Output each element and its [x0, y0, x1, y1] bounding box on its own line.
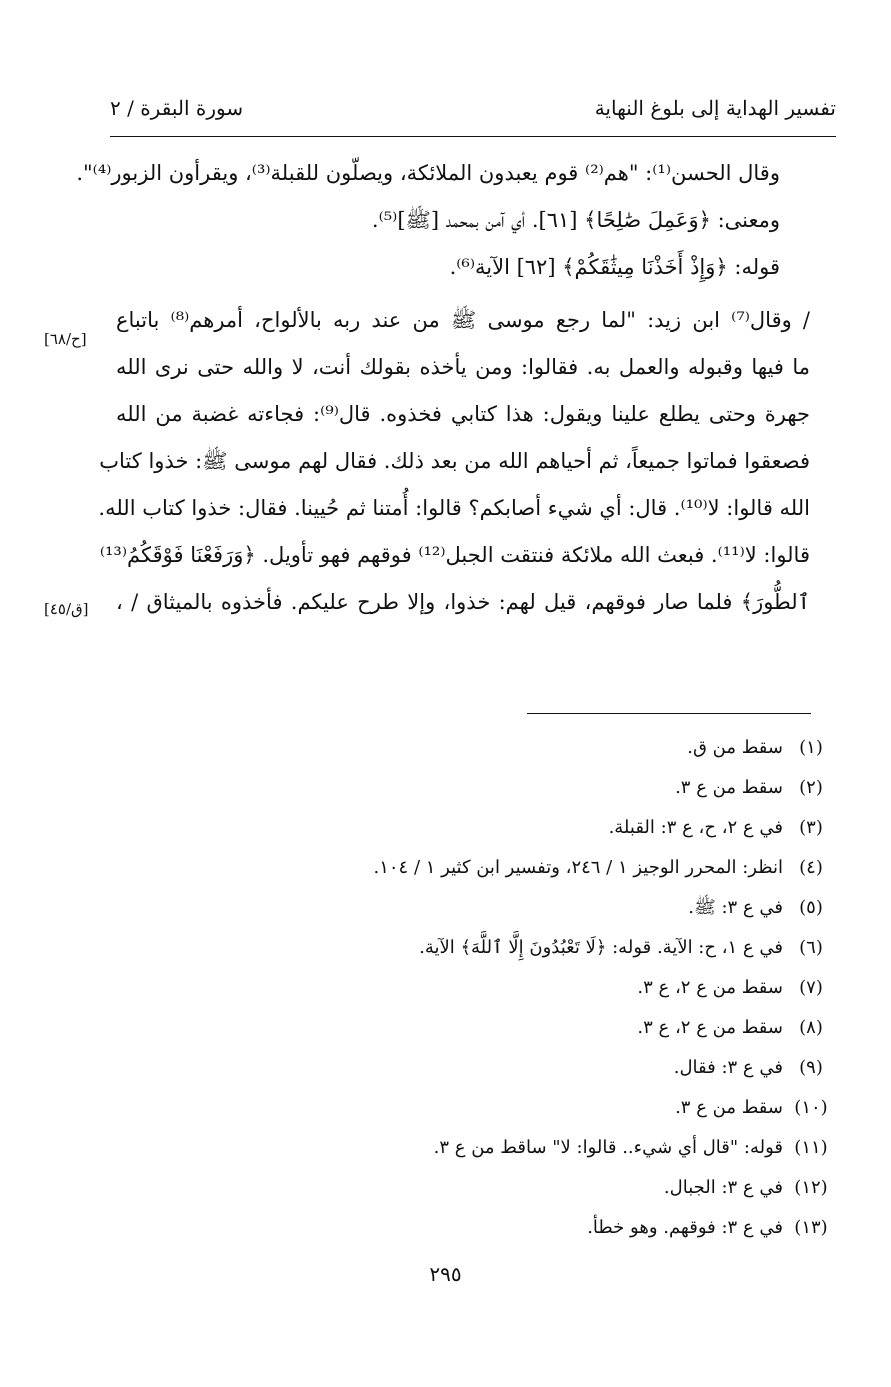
footnote-number: (٥)	[799, 897, 823, 918]
footnote	[299, 1208, 839, 1248]
footnote-text: سقط من ع ٢، ع ٣.	[637, 1017, 783, 1038]
main-text	[76, 150, 811, 626]
footnote-text: في ع ١، ح: الآية. قوله: ﴿لَا تَعْبُدُونَ إِلَّا ٱللَّهَ﴾ الآية.	[419, 937, 783, 958]
text-line: قالوا: لا⁽¹¹⁾. فبعث الله ملائكة فنتقت الجبل⁽¹²⁾ فوقهم فهو تأويل. ﴿وَرَفَعْنَا فَوْقَكُمُ⁽¹³⁾	[99, 543, 810, 567]
footnote-number: (٢)	[799, 777, 823, 798]
footnote	[299, 768, 839, 808]
footnote	[299, 1048, 839, 1088]
text-line: جهرة وحتى يطلع علينا ويقول: هذا كتابي فخذوه. قال⁽⁹⁾: فجاءته غضبة من الله	[116, 402, 811, 426]
footnote	[299, 888, 839, 928]
footnote	[299, 1088, 839, 1128]
text-line: فصعقوا فماتوا جميعاً، ثم أحياهم الله من بعد ذلك. فقال لهم موسى ﷺ: خذوا كتاب	[99, 449, 810, 473]
footnote-text: في ع ٣: فقال.	[673, 1057, 783, 1078]
footnote	[299, 808, 839, 848]
footnote-number: (١٣)	[794, 1217, 828, 1238]
book-title: تفسير الهداية إلى بلوغ النهاية	[594, 96, 836, 120]
footnote-number: (١٠)	[794, 1097, 828, 1118]
footnote-number: (١٢)	[794, 1177, 828, 1198]
footnote-number: (٨)	[799, 1017, 823, 1038]
page-number: ٢٩٥	[429, 1262, 462, 1286]
text-line: وقال الحسن⁽¹⁾: "هم⁽²⁾ قوم يعبدون الملائكة، ويصلّون للقبلة⁽³⁾، ويقرأون الزبور⁽⁴⁾".	[76, 161, 780, 185]
footnote-text: سقط من ق.	[687, 737, 783, 758]
footnote-text: في ع ٣: ﷺ.	[688, 897, 783, 918]
footnote	[299, 1128, 839, 1168]
footnote	[299, 928, 839, 968]
footnote	[299, 968, 839, 1008]
footnote-number: (٧)	[799, 977, 823, 998]
text-line: ما فيها وقبوله والعمل به. فقالوا: ومن يأخذه بقولك أنت، لا والله حتى نرى الله	[116, 355, 810, 379]
header-rule	[110, 136, 836, 137]
footnote-text: في ع ٣: فوقهم. وهو خطأ.	[587, 1217, 783, 1238]
footnote	[299, 1008, 839, 1048]
footnote-text: سقط من ع ٣.	[675, 777, 783, 798]
footnote-rule	[527, 713, 811, 714]
text-line: الله قالوا: لا⁽¹⁰⁾. قال: أي شيء أصابكم؟ قالوا: أُمتنا ثم حُيينا. فقال: خذوا كتاب الله.	[98, 496, 810, 520]
footnote-text: سقط من ع ٣.	[675, 1097, 783, 1118]
footnote-text: انظر: المحرر الوجيز ١ / ٢٤٦، وتفسير ابن كثير ١ / ١٠٤.	[373, 857, 783, 878]
footnote-number: (١١)	[794, 1137, 828, 1158]
footnote-text: في ع ٣: الجبال.	[663, 1177, 783, 1198]
footnote-text: قوله: "قال أي شيء.. قالوا: لا" ساقط من ع ٣.	[433, 1137, 783, 1158]
footnote-number: (١)	[799, 737, 823, 758]
footnote-number: (٩)	[799, 1057, 823, 1078]
running-header	[110, 92, 836, 132]
margin-note-manuscript-ref: [ح/٦٨]	[44, 330, 87, 348]
footnote-number: (٣)	[799, 817, 823, 838]
text-line: ومعنى: ﴿وَعَمِلَ صَٰلِحًا﴾ [٦١]. أي آمن بمحمد [ﷺ]⁽⁵⁾.	[371, 208, 780, 232]
footnote-number: (٤)	[799, 857, 823, 878]
surah-label: سورة البقرة / ٢	[110, 96, 244, 120]
footnote-number: (٦)	[799, 937, 823, 958]
footnote	[299, 1168, 839, 1208]
margin-note-manuscript-ref: [ق/٤٥]	[44, 600, 89, 618]
text-line: / وقال⁽⁷⁾ ابن زيد: "لما رجع موسى ﷺ من عند ربه بالألواح، أمرهم⁽⁸⁾ باتباع	[116, 308, 811, 332]
footnote-text: في ع ٢، ح، ع ٣: القبلة.	[608, 817, 783, 838]
text-line: قوله: ﴿وَإِذْ أَخَذْنَا مِيثَٰقَكُمْ﴾ [٦٢] الآية⁽⁶⁾.	[449, 255, 780, 279]
text-line: ٱلطُّورَ﴾ فلما صار فوقهم، قيل لهم: خذوا، وإلا طرح عليكم. فأخذوه بالميثاق / ،	[116, 590, 810, 614]
footnote-text: سقط من ع ٢، ع ٣.	[637, 977, 783, 998]
footnote	[299, 728, 839, 768]
footnotes	[299, 728, 839, 1248]
footnote	[299, 848, 839, 888]
